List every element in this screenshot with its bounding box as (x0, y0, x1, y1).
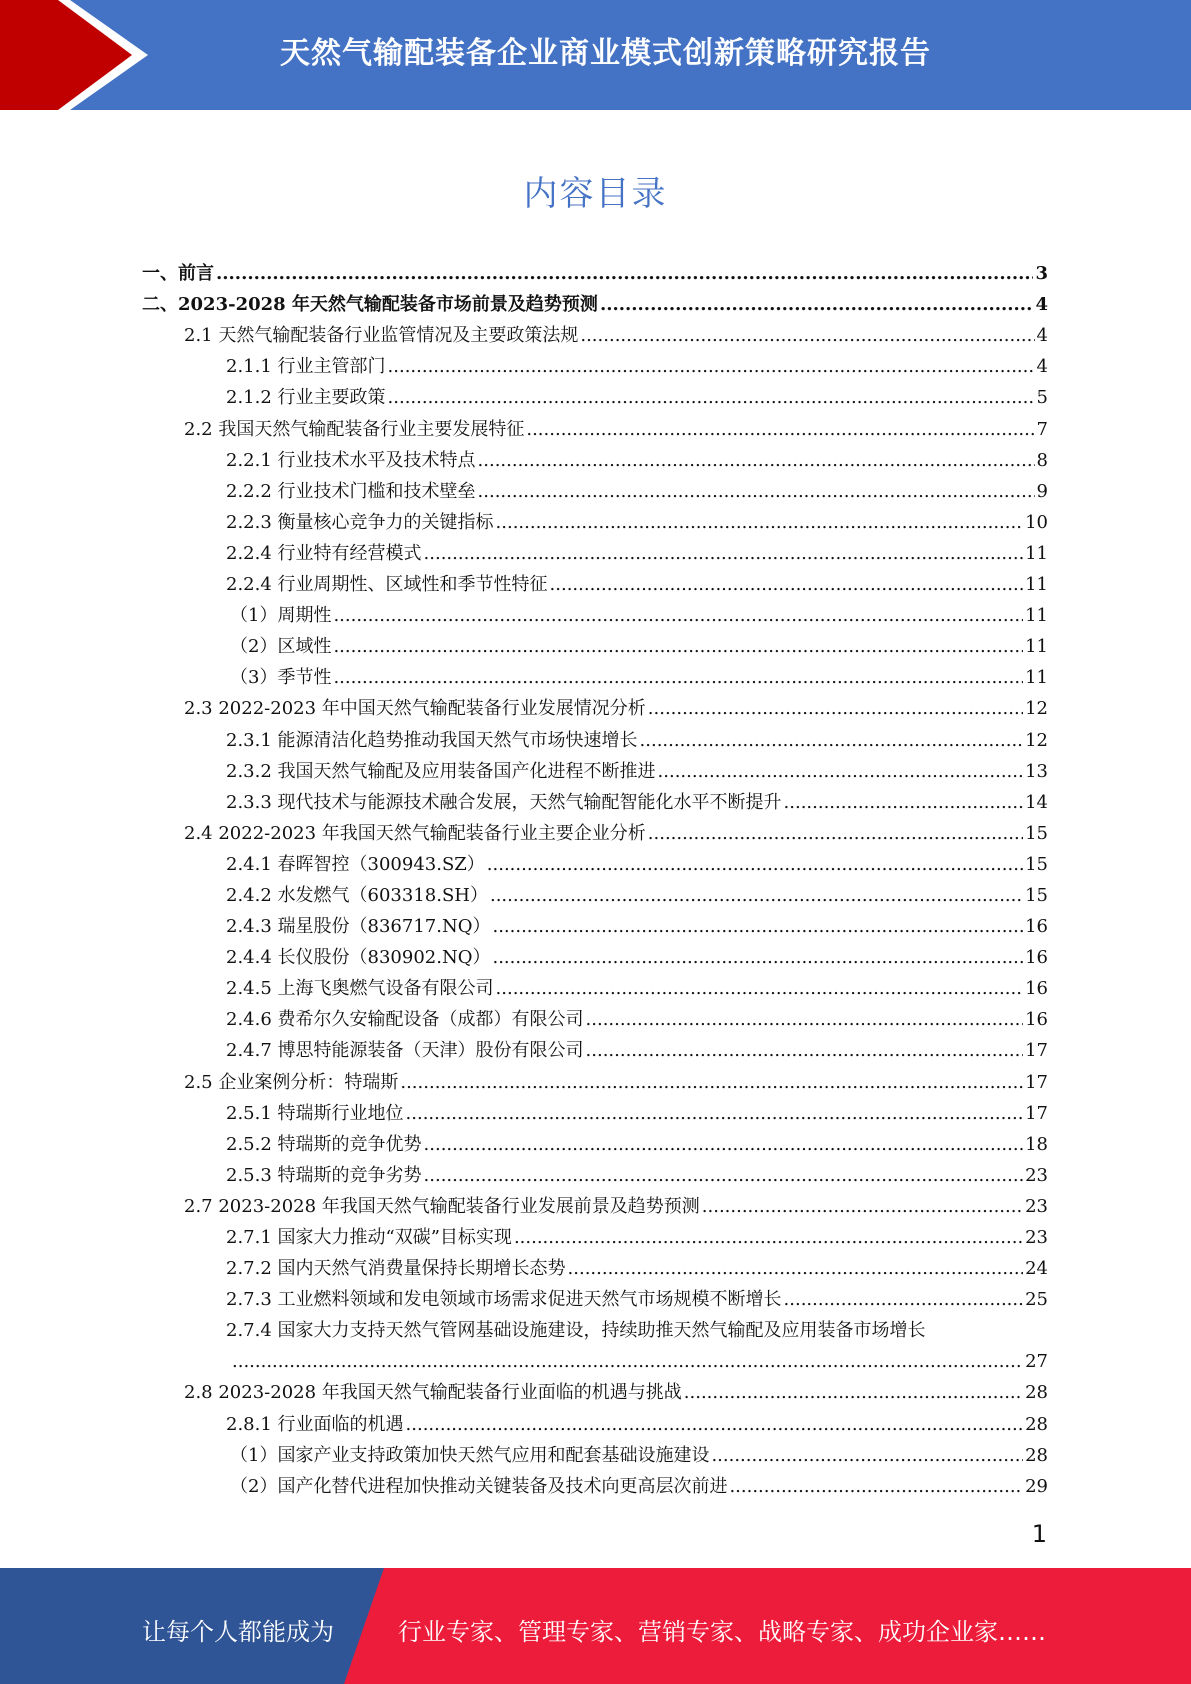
toc-entry[interactable] (142, 285, 1048, 316)
toc-entry-page: 17 (1025, 1040, 1048, 1062)
toc-entry-page: 18 (1025, 1133, 1048, 1155)
toc-entry[interactable] (142, 1342, 1048, 1373)
toc-entry[interactable] (142, 1218, 1048, 1249)
header-chevron-icon (0, 0, 150, 110)
toc-entry-page: 7 (1036, 418, 1048, 440)
toc-entry[interactable] (142, 378, 1048, 409)
toc-entry[interactable] (142, 1311, 1048, 1342)
toc-entry[interactable] (142, 752, 1048, 783)
toc-entry[interactable] (142, 441, 1048, 472)
toc-entry-page: 24 (1025, 1258, 1048, 1280)
toc-leader-dots (487, 854, 1023, 876)
toc-leader-dots (232, 1351, 1023, 1373)
toc-entry[interactable] (142, 1436, 1048, 1467)
toc-entry-label: 2.8.1 行业面临的机遇 (226, 1413, 404, 1435)
footer-slogan-left: 让每个人都能成为 (142, 1618, 334, 1646)
toc-entry[interactable] (142, 1094, 1048, 1125)
toc-leader-dots (784, 792, 1024, 814)
toc-leader-dots (492, 916, 1023, 938)
toc-entry-page: 4 (1035, 294, 1048, 316)
toc-entry-label: 2.4.5 上海飞奥燃气设备有限公司 (226, 978, 494, 1000)
toc-entry-label: 2.3 2022-2023 年中国天然气输配装备行业发展情况分析 (184, 698, 646, 720)
toc-leader-dots (711, 1445, 1023, 1467)
toc-entry-label: 2.7.3 工业燃料领域和发电领域市场需求促进天然气市场规模不断增长 (226, 1289, 782, 1311)
toc-entry[interactable] (142, 783, 1048, 814)
toc-entry-page: 15 (1025, 822, 1048, 844)
toc-entry[interactable] (142, 254, 1048, 285)
toc-leader-dots (586, 1040, 1024, 1062)
report-title: 天然气输配装备企业商业模式创新策略研究报告 (280, 36, 931, 71)
toc-entry-page: 9 (1036, 480, 1048, 502)
toc-entry[interactable] (142, 845, 1048, 876)
toc-leader-dots (550, 574, 1024, 596)
toc-leader-dots (424, 1165, 1024, 1187)
toc-entry-page: 4 (1036, 325, 1048, 347)
toc-entry-page: 11 (1025, 667, 1048, 689)
toc-entry-page: 16 (1025, 947, 1048, 969)
toc-entry-label: 2.4.6 费希尔久安输配设备（成都）有限公司 (226, 1009, 584, 1031)
toc-entry[interactable] (142, 347, 1048, 378)
toc-entry-label: 2.3.1 能源清洁化趋势推动我国天然气市场快速增长 (226, 729, 638, 751)
toc-entry-label: 2.4.7 博思特能源装备（天津）股份有限公司 (226, 1040, 584, 1062)
toc-entry-page: 17 (1025, 1071, 1048, 1093)
toc-entry-page: 23 (1025, 1195, 1048, 1217)
toc-entry-label: 二、2023-2028 年天然气输配装备市场前景及趋势预测 (142, 294, 598, 316)
toc-entry-label: 2.3.3 现代技术与能源技术融合发展，天然气输配智能化水平不断提升 (226, 791, 782, 813)
toc-entry[interactable] (142, 1187, 1048, 1218)
page-number: 1 (1031, 1520, 1047, 1548)
toc-entry-page: 11 (1025, 574, 1048, 596)
toc-entry[interactable] (142, 627, 1048, 658)
toc-entry-label: 2.1.1 行业主管部门 (226, 356, 386, 378)
toc-entry-label: 2.1.2 行业主要政策 (226, 387, 386, 409)
toc-entry[interactable] (142, 1404, 1048, 1435)
toc-leader-dots (568, 1258, 1024, 1280)
toc-entry-label: 2.7.4 国家大力支持天然气管网基础设施建设，持续助推天然气输配及应用装备市场增长 (226, 1320, 926, 1342)
toc-entry-page: 15 (1025, 884, 1048, 906)
toc-entry[interactable] (142, 1031, 1048, 1062)
toc-entry-label: 2.2.2 行业技术门槛和技术壁垒 (226, 480, 476, 502)
toc-leader-dots (388, 387, 1035, 409)
toc-leader-dots (784, 1289, 1024, 1311)
toc-entry-page: 16 (1025, 978, 1048, 1000)
toc-entry-page: 4 (1036, 356, 1048, 378)
toc-entry-page: 11 (1025, 605, 1048, 627)
toc-leader-dots (702, 1196, 1023, 1218)
toc-entry[interactable] (142, 689, 1048, 720)
toc-leader-dots (640, 730, 1024, 752)
toc-entry-page: 13 (1025, 760, 1048, 782)
toc-entry-label: 一、前言 (142, 263, 214, 285)
toc-entry-label: （2）国产化替代进程加快推动关键装备及技术向更高层次前进 (230, 1475, 728, 1497)
toc-leader-dots (400, 1072, 1023, 1094)
toc-entry-page: 14 (1025, 791, 1048, 813)
toc-leader-dots (600, 294, 1034, 316)
toc-leader-dots (424, 1134, 1024, 1156)
toc-entry-label: 2.5 企业案例分析：特瑞斯 (184, 1071, 399, 1093)
toc-leader-dots (586, 1009, 1024, 1031)
toc-leader-dots (526, 419, 1034, 441)
toc-entry-page: 28 (1025, 1444, 1048, 1466)
toc-entry[interactable] (142, 1467, 1048, 1498)
toc-leader-dots (424, 543, 1024, 565)
toc-leader-dots (684, 1382, 1023, 1404)
toc-entry-page: 12 (1025, 698, 1048, 720)
toc-entry-page: 8 (1036, 449, 1048, 471)
toc-entry-page: 27 (1025, 1351, 1048, 1373)
toc-entry-page: 16 (1025, 916, 1048, 938)
toc-entry[interactable] (142, 316, 1048, 347)
toc-entry[interactable] (142, 1373, 1048, 1404)
toc-entry-page: 29 (1025, 1475, 1048, 1497)
toc-leader-dots (333, 667, 1023, 689)
toc-entry-label: 2.3.2 我国天然气输配及应用装备国产化进程不断推进 (226, 760, 656, 782)
footer-slogan-right: 行业专家、管理专家、营销专家、战略专家、成功企业家…… (398, 1618, 1046, 1646)
toc-entry[interactable] (142, 814, 1048, 845)
toc-entry[interactable] (142, 658, 1048, 689)
footer-banner (0, 1568, 1191, 1684)
toc-entry[interactable] (142, 938, 1048, 969)
toc-leader-dots (333, 636, 1023, 658)
toc-entry-page: 25 (1025, 1289, 1048, 1311)
toc-leader-dots (406, 1414, 1024, 1436)
toc-heading: 内容目录 (523, 174, 668, 214)
toc-entry-page: 17 (1025, 1102, 1048, 1124)
toc-entry[interactable] (142, 1062, 1048, 1093)
toc-leader-dots (496, 978, 1024, 1000)
toc-entry-page: 23 (1025, 1164, 1048, 1186)
toc-entry-label: 2.5.3 特瑞斯的竞争劣势 (226, 1164, 422, 1186)
toc-entry-label: 2.8 2023-2028 年我国天然气输配装备行业面临的机遇与挑战 (184, 1382, 682, 1404)
toc-entry-page: 16 (1025, 1009, 1048, 1031)
toc-leader-dots (478, 481, 1035, 503)
toc-entry[interactable] (142, 1156, 1048, 1187)
toc-entry-label: 2.4.1 春晖智控（300943.SZ） (226, 853, 485, 875)
toc-entry[interactable] (142, 907, 1048, 938)
toc-entry[interactable] (142, 969, 1048, 1000)
toc-leader-dots (490, 885, 1023, 907)
toc-entry-label: 2.2.1 行业技术水平及技术特点 (226, 449, 476, 471)
header-banner (0, 0, 1191, 110)
toc-entry-page: 3 (1035, 263, 1048, 285)
toc-entry-page: 23 (1025, 1227, 1048, 1248)
toc-entry-label: 2.7 2023-2028 年我国天然气输配装备行业发展前景及趋势预测 (184, 1195, 700, 1217)
toc-entry-page: 28 (1025, 1413, 1048, 1435)
toc-entry-label: 2.7.2 国内天然气消费量保持长期增长态势 (226, 1258, 566, 1280)
toc-entry-page: 11 (1025, 542, 1048, 564)
toc-entry-page: 5 (1036, 387, 1048, 409)
toc-entry-label: 2.4.2 水发燃气（603318.SH） (226, 884, 488, 906)
toc-leader-dots (729, 1476, 1023, 1498)
toc-entry-label: （1）国家产业支持政策加快天然气应用和配套基础设施建设 (230, 1444, 710, 1466)
toc-leader-dots (406, 1103, 1024, 1125)
toc-entry-page: 10 (1025, 511, 1048, 533)
toc-entry[interactable] (142, 1249, 1048, 1280)
toc-leader-dots (492, 947, 1023, 969)
toc-entry-label: 2.2.4 行业周期性、区域性和季节性特征 (226, 574, 548, 596)
toc-entry[interactable] (142, 503, 1048, 534)
toc-entry-label: 2.7.1 国家大力推动“双碳”目标实现 (226, 1227, 512, 1248)
toc-leader-dots (333, 605, 1023, 627)
toc-leader-dots (388, 356, 1035, 378)
toc-entry[interactable] (142, 409, 1048, 440)
toc-entry[interactable] (142, 1125, 1048, 1156)
toc-entry[interactable] (142, 565, 1048, 596)
toc-entry[interactable] (142, 1280, 1048, 1311)
toc-entry[interactable] (142, 720, 1048, 751)
toc-entry-label: 2.4 2022-2023 年我国天然气输配装备行业主要企业分析 (184, 822, 646, 844)
toc-entry-label: 2.2 我国天然气输配装备行业主要发展特征 (184, 418, 525, 440)
toc-entry[interactable] (142, 472, 1048, 503)
toc-entry-label: 2.2.4 行业特有经营模式 (226, 542, 422, 564)
toc-entry-page: 12 (1025, 729, 1048, 751)
toc-entry-label: （1）周期性 (230, 605, 332, 627)
toc-leader-dots (580, 325, 1034, 347)
toc-leader-dots (496, 512, 1024, 534)
toc-entry-label: 2.2.3 衡量核心竞争力的关键指标 (226, 511, 494, 533)
toc-leader-dots (658, 761, 1024, 783)
toc-leader-dots (514, 1227, 1023, 1249)
toc-entry[interactable] (142, 534, 1048, 565)
table-of-contents (142, 254, 1048, 1498)
toc-leader-dots (648, 823, 1023, 845)
toc-leader-dots (478, 450, 1035, 472)
toc-entry-label: 2.5.2 特瑞斯的竞争优势 (226, 1133, 422, 1155)
toc-entry-label: （2）区域性 (230, 636, 332, 658)
toc-entry-label: 2.4.3 瑞星股份（836717.NQ） (226, 916, 491, 938)
toc-entry-label: （3）季节性 (230, 667, 332, 689)
toc-leader-dots (216, 263, 1033, 285)
toc-entry-label: 2.1 天然气输配装备行业监管情况及主要政策法规 (184, 325, 579, 347)
toc-entry[interactable] (142, 876, 1048, 907)
toc-leader-dots (648, 698, 1023, 720)
toc-entry-page: 15 (1025, 853, 1048, 875)
toc-entry[interactable] (142, 596, 1048, 627)
toc-entry-label: 2.4.4 长仪股份（830902.NQ） (226, 947, 491, 969)
toc-entry-page: 28 (1025, 1382, 1048, 1404)
toc-entry[interactable] (142, 1000, 1048, 1031)
toc-entry-label: 2.5.1 特瑞斯行业地位 (226, 1102, 404, 1124)
toc-entry-page: 11 (1025, 636, 1048, 658)
